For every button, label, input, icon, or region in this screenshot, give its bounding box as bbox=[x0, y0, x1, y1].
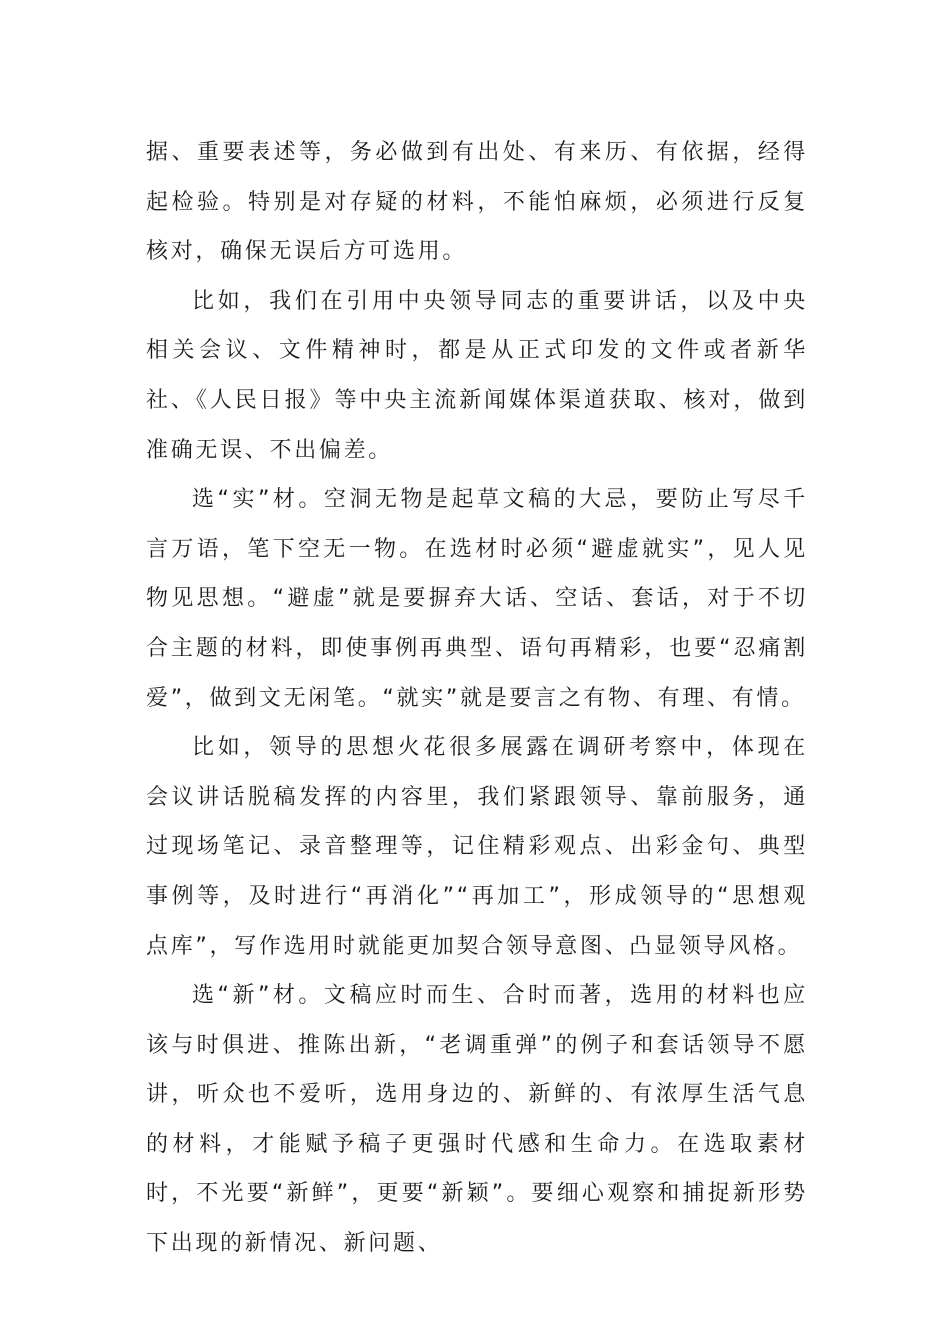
paragraph-3: 选“实”材。空洞无物是起草文稿的大忌，要防止写尽千言万语，笔下空无一物。在选材时必须“避虚就实”，见人见物见思想。“避虚”就是要摒弃大话、空话、套话，对于不切合主题的材料，即使事例再典型、语句再精彩，也要“忍痛割爱”，做到文无闲笔。“就实”就是要言之有物、有理、有情。 bbox=[146, 487, 808, 711]
paragraph-1: 据、重要表述等，务必做到有出处、有来历、有依据，经得起检验。特别是对存疑的材料，不能怕麻烦，必须进行反复核对，确保无误后方可选用。 bbox=[146, 140, 808, 265]
document-body bbox=[146, 128, 808, 1269]
paragraph-2: 比如，我们在引用中央领导同志的重要讲话，以及中央相关会议、文件精神时，都是从正式印发的文件或者新华社、《人民日报》等中央主流新闻媒体渠道获取、核对，做到准确无误、不出偏差。 bbox=[146, 288, 808, 463]
paragraph-4: 比如，领导的思想火花很多展露在调研考察中，体现在会议讲话脱稿发挥的内容里，我们紧跟领导、靠前服务，通过现场笔记、录音整理等，记住精彩观点、出彩金句、典型事例等，及时进行“再消化”“再加工”，形成领导的“思想观点库”，写作选用时就能更加契合领导意图、凸显领导风格。 bbox=[146, 735, 808, 959]
paragraph-5: 选“新”材。文稿应时而生、合时而著，选用的材料也应该与时俱进、推陈出新，“老调重弹”的例子和套话领导不愿讲，听众也不爱听，选用身边的、新鲜的、有浓厚生活气息的材料，才能赋予稿子更强时代感和生命力。在选取素材时，不光要“新鲜”，更要“新颖”。要细心观察和捕捉新形势下出现的新情况、新问题、 bbox=[146, 983, 808, 1257]
